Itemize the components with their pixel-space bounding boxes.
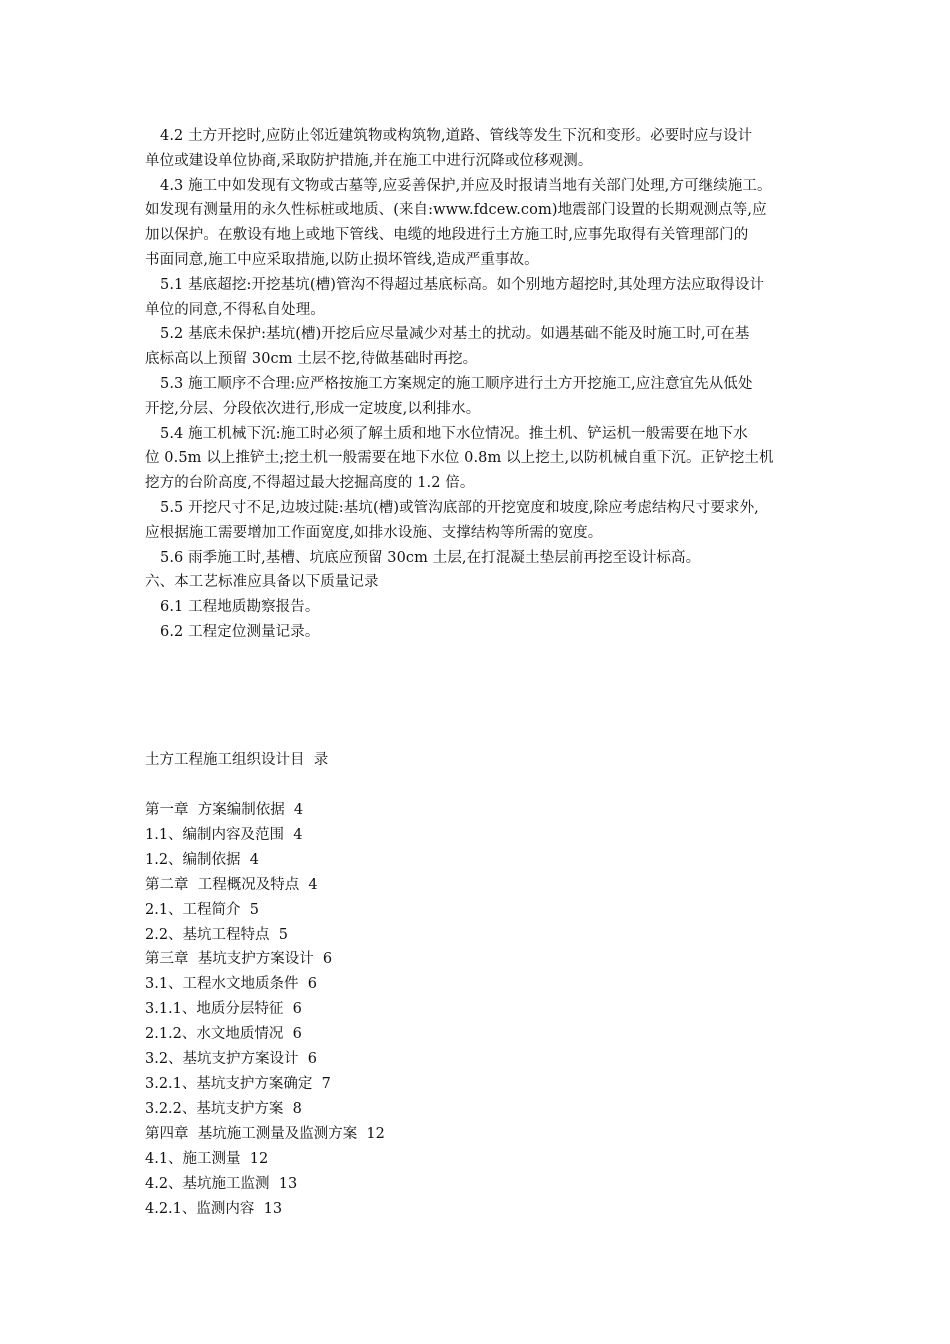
body-line: 书面同意,施工中应采取措施,以防止损坏管线,造成严重事故。 (145, 251, 539, 268)
body-line: 单位的同意,不得私自处理。 (145, 301, 325, 318)
toc-entry: 4.1、施工测量 12 (145, 1150, 269, 1167)
body-line: 4.3 施工中如发现有文物或古墓等,应妥善保护,并应及时报请当地有关部门处理,方可继续施工。 (160, 177, 772, 194)
body-line: 加以保护。在敷设有地上或地下管线、电缆的地段进行土方施工时,应事先取得有关管理部门的 (145, 227, 749, 244)
body-line: 5.2 基底未保护:基坑(槽)开挖后应尽量减少对基土的扰动。如遇基础不能及时施工时,可在基 (160, 326, 750, 343)
toc-entry: 1.1、编制内容及范围 4 (145, 826, 303, 843)
toc-entry: 第二章 工程概况及特点 4 (145, 876, 318, 893)
toc-entry: 1.2、编制依据 4 (145, 851, 260, 868)
toc-entry: 2.1.2、水文地质情况 6 (145, 1026, 302, 1043)
body-line: 应根据施工需要增加工作面宽度,如排水设施、支撑结构等所需的宽度。 (145, 524, 603, 541)
body-line: 5.3 施工顺序不合理:应严格按施工方案规定的施工顺序进行土方开挖施工,应注意宜先从低处 (160, 375, 753, 392)
toc-entry: 2.1、工程简介 5 (145, 901, 260, 918)
toc-entry: 第一章 方案编制依据 4 (145, 802, 304, 818)
toc-title: 土方工程施工组织设计目 录 (145, 752, 329, 768)
body-line: 底标高以上预留 30cm 土层不挖,待做基础时再挖。 (145, 351, 478, 368)
body-line: 5.4 施工机械下沉:施工时必须了解土质和地下水位情况。推土机、铲运机一般需要在地下水 (160, 425, 748, 442)
toc-entry: 4.2、基坑施工监测 13 (145, 1175, 298, 1192)
toc-entry: 3.2.1、基坑支护方案确定 7 (145, 1075, 331, 1092)
toc-entry: 3.1、工程水文地质条件 6 (145, 976, 318, 993)
toc-entry: 4.2.1、监测内容 13 (145, 1200, 283, 1217)
toc-entry: 第四章 基坑施工测量及监测方案 12 (145, 1125, 385, 1142)
toc-entry: 第三章 基坑支护方案设计 6 (145, 951, 333, 968)
body-line: 如发现有测量用的永久性标桩或地质、(来自:www.fdcew.com)地震部门设置的长期观测点等,应 (145, 202, 767, 219)
body-line: 5.1 基底超挖:开挖基坑(槽)管沟不得超过基底标高。如个别地方超挖时,其处理方法应取得设计 (160, 276, 765, 293)
toc-entry: 2.2、基坑工程特点 5 (145, 926, 289, 943)
body-line: 5.5 开挖尺寸不足,边坡过陡:基坑(槽)或管沟底部的开挖宽度和坡度,除应考虑结构尺寸要求外, (160, 499, 759, 516)
body-line: 开挖,分层、分段依次进行,形成一定坡度,以利排水。 (145, 400, 481, 417)
body-line: 挖方的台阶高度,不得超过最大挖掘高度的 1.2 倍。 (145, 475, 475, 492)
body-line: 5.6 雨季施工时,基槽、坑底应预留 30cm 土层,在打混凝土垫层前再挖至设计标高。 (160, 549, 701, 566)
toc-entry: 3.1.1、地质分层特征 6 (145, 1001, 302, 1018)
body-line: 6.2 工程定位测量记录。 (160, 623, 320, 640)
body-line: 单位或建设单位协商,采取防护措施,并在施工中进行沉降或位移观测。 (145, 152, 593, 169)
table-of-contents (145, 798, 385, 1221)
body-line: 6.1 工程地质勘察报告。 (160, 599, 320, 616)
toc-entry: 3.2、基坑支护方案设计 6 (145, 1051, 318, 1068)
body-line: 六、本工艺标准应具备以下质量记录 (145, 574, 379, 591)
body-text (145, 124, 815, 645)
toc-entry: 3.2.2、基坑支护方案 8 (145, 1100, 302, 1117)
body-line: 4.2 土方开挖时,应防止邻近建筑物或构筑物,道路、管线等发生下沉和变形。必要时应与设计 (160, 128, 753, 144)
body-line: 位 0.5m 以上推铲土;挖土机一般需要在地下水位 0.8m 以上挖土,以防机械自重下沉。正铲挖土机 (145, 450, 774, 467)
